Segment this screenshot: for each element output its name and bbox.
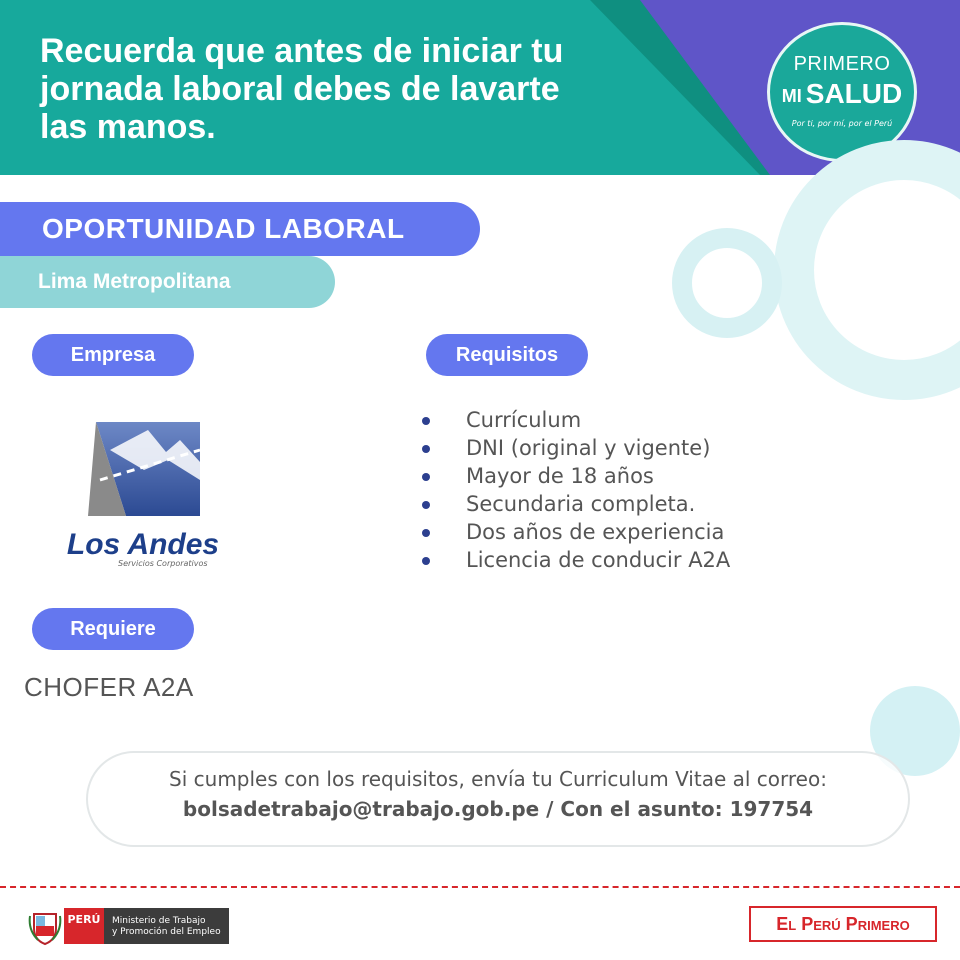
mountain-road-icon — [48, 410, 238, 530]
coat-of-arms-icon — [28, 906, 62, 946]
company-logo-subtitle: Servicios Corporativos — [118, 559, 208, 568]
bullet-icon — [422, 501, 430, 509]
header-message: Recuerda que antes de iniciar tu jornada laboral debes de lavarte las manos. — [40, 32, 564, 146]
requirements-list — [420, 406, 730, 574]
peru-label: PERÚ — [64, 908, 104, 944]
decor-ring-large — [774, 140, 960, 400]
bullet-icon — [422, 529, 430, 537]
badge-line2-main: SALUD — [805, 78, 903, 109]
bullet-icon — [422, 417, 430, 425]
position-label: Requiere — [32, 608, 194, 650]
list-item: Licencia de conducir A2A — [420, 546, 730, 574]
list-item: Currículum — [420, 406, 730, 434]
bullet-icon — [422, 445, 430, 453]
requirements-label: Requisitos — [426, 334, 588, 376]
decor-ring-small — [672, 228, 782, 338]
company-logo — [48, 410, 238, 575]
footer-divider — [0, 886, 960, 888]
badge-line1: PRIMERO — [793, 53, 891, 75]
badge-line2-prefix: MI — [781, 85, 802, 106]
position-value: CHOFER A2A — [24, 672, 194, 702]
bullet-icon — [422, 557, 430, 565]
list-item: Mayor de 18 años — [420, 462, 730, 490]
bullet-icon — [422, 473, 430, 481]
location-label: Lima Metropolitana — [0, 256, 335, 308]
contact-instructions: Si cumples con los requisitos, envía tu Curriculum Vitae al correo: — [169, 767, 827, 791]
ministry-label: Ministerio de Trabajo y Promoción del Empleo — [104, 908, 229, 944]
contact-box — [86, 751, 910, 847]
badge-line2 — [770, 77, 914, 113]
company-label: Empresa — [32, 334, 194, 376]
list-item: DNI (original y vigente) — [420, 434, 730, 462]
list-item: Secundaria completa. — [420, 490, 730, 518]
contact-email[interactable]: bolsadetrabajo@trabajo.gob.pe / Con el asunto: 197754 — [182, 797, 814, 821]
el-peru-primero-logo: El Perú Primero — [749, 906, 937, 942]
company-logo-name: Los Andes — [66, 528, 220, 561]
opportunity-title: OPORTUNIDAD LABORAL — [0, 202, 480, 256]
list-item: Dos años de experiencia — [420, 518, 730, 546]
badge-tagline: Por ti, por mí, por el Perú — [791, 119, 893, 128]
